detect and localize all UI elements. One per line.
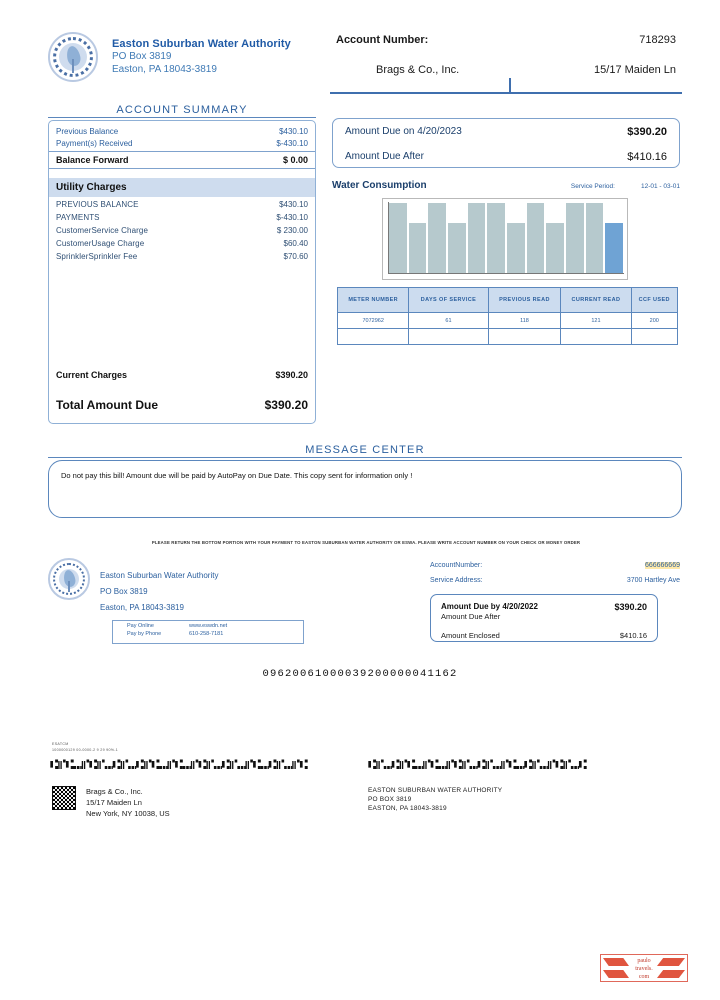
service-period-value: 12-01 - 03-01 — [640, 183, 680, 190]
stub-company-name: Easton Suburban Water Authority — [100, 571, 219, 580]
brand-line3: com — [638, 974, 650, 980]
water-consumption-header — [332, 180, 680, 191]
meter-table-cell — [409, 329, 488, 345]
chart-bar — [605, 223, 623, 273]
stub-seal-icon — [48, 558, 90, 600]
charge-label: SprinklerSprinkler Fee — [56, 252, 138, 261]
bill-header-right — [330, 34, 682, 76]
current-charges-row — [49, 370, 315, 380]
intelligent-mail-barcode-right: ⑆⑈⑉⑆⑈⑆⑉⑈⑆⑉⑈⑆⑈⑉⑆⑈⑉⑈⑆⑉⑆⑈⑉⑈⑆⑈⑉⑆ — [368, 758, 587, 774]
message-center-box — [48, 460, 682, 518]
summary-line-amount: $430.10 — [279, 127, 308, 136]
meter-table-cell: 61 — [409, 313, 488, 329]
pay-phone-label: Pay by Phone — [127, 631, 162, 637]
meter-table-cell — [338, 329, 409, 345]
company-address-line2: Easton, PA 18043-3819 — [112, 64, 217, 75]
pay-online-label: Pay Online — [127, 623, 154, 629]
message-center-title: MESSAGE CENTER — [48, 444, 682, 458]
table-row — [338, 313, 678, 329]
utility-charges-header: Utility Charges — [49, 178, 315, 197]
meter-table-cell: 7072962 — [338, 313, 409, 329]
chart-bar — [468, 203, 486, 273]
sender-address-block — [368, 786, 502, 813]
charge-amount: $70.60 — [283, 252, 308, 261]
sender-name: EASTON SUBURBAN WATER AUTHORITY — [368, 787, 503, 794]
mail-meta-line2: 1000000129 00-0000-2 9 29 90%-1 — [52, 747, 119, 752]
meter-table-cell — [488, 329, 561, 345]
chart-bar — [527, 203, 545, 273]
balance-forward-amount: $ 0.00 — [282, 155, 308, 165]
charge-label: PREVIOUS BALANCE — [56, 200, 139, 209]
balance-forward-label: Balance Forward — [56, 155, 129, 165]
chart-bar — [448, 223, 466, 273]
stub-enclosed-row — [431, 631, 657, 640]
summary-line — [49, 125, 315, 137]
summary-line — [49, 137, 315, 149]
amount-due-after-row — [333, 144, 679, 169]
water-consumption-title: Water Consumption — [332, 180, 427, 191]
charge-label: CustomerService Charge — [56, 226, 149, 235]
current-charges-label: Current Charges — [56, 370, 128, 380]
amount-due-box — [332, 118, 680, 168]
recipient-line1: 15/17 Maiden Ln — [86, 798, 142, 807]
meter-reading-table — [337, 287, 678, 345]
meter-table-header-row — [338, 288, 678, 313]
charge-row — [49, 223, 315, 236]
total-amount-due-row — [49, 398, 315, 412]
stub-company-address — [100, 568, 218, 616]
sender-line1: PO BOX 3819 — [368, 796, 412, 803]
charge-row — [49, 197, 315, 210]
amount-due-on-row — [333, 119, 679, 144]
customer-name: Brags & Co., Inc. — [376, 64, 460, 76]
micr-scanline: 09620061000039200000041162 — [262, 668, 458, 680]
pay-phone-row — [113, 629, 303, 637]
consumption-bar-chart — [382, 198, 628, 280]
charge-amount: $ 230.00 — [276, 226, 308, 235]
charge-amount: $430.10 — [279, 200, 308, 209]
charge-row — [49, 210, 315, 223]
meter-table-cell: 121 — [561, 313, 631, 329]
amount-due-on-label: Amount Due on 4/20/2023 — [345, 126, 462, 137]
meter-table-cell — [561, 329, 631, 345]
remittance-instruction: PLEASE RETURN THE BOTTOM PORTION WITH YOUR PAYMENT TO EASTON SUBURBAN WATER AUTHORITY OR ESWA. PLEASE WRITE ACCOUNT NUMBER ON YOUR CHECK OR MONEY ORDER — [151, 540, 581, 545]
stub-due-amount: $390.20 — [614, 602, 647, 612]
chart-bar — [428, 203, 446, 273]
chart-bar — [507, 223, 525, 273]
stub-service-address-value: 3700 Hartley Ave — [626, 577, 680, 584]
summary-line-label: Payment(s) Received — [56, 139, 133, 148]
service-period-label: Service Period: — [570, 183, 615, 190]
stub-due-after-row — [431, 612, 657, 621]
stub-account-number-row — [430, 562, 680, 569]
chart-x-axis — [388, 273, 624, 274]
stub-account-info — [430, 562, 680, 592]
recipient-name: Brags & Co., Inc. — [86, 787, 143, 796]
charge-label: CustomerUsage Charge — [56, 239, 145, 248]
meter-table-header-cell: METER NUMBER — [338, 288, 409, 313]
charge-row — [49, 249, 315, 262]
header-divider-tick — [509, 78, 511, 94]
recipient-line2: New York, NY 10038, US — [86, 809, 170, 818]
payment-options-box — [112, 620, 304, 644]
stub-account-number-label: AccountNumber: — [430, 562, 483, 569]
stub-address-line2: Easton, PA 18043-3819 — [100, 603, 184, 612]
datamatrix-code-icon — [52, 786, 76, 810]
stub-due-by-row — [431, 602, 657, 612]
water-authority-seal-icon — [48, 32, 98, 82]
sender-line2: EASTON, PA 18043-3819 — [368, 805, 447, 812]
meter-table-header-cell: CCF USED — [631, 288, 677, 313]
total-amount-due-amount: $390.20 — [264, 398, 308, 412]
charge-label: PAYMENTS — [56, 213, 100, 222]
amount-due-after-value: $410.16 — [627, 150, 667, 163]
chart-bars-container — [389, 203, 623, 273]
amount-due-on-value: $390.20 — [627, 125, 667, 138]
stub-enclosed-label: Amount Enclosed — [441, 631, 500, 640]
charge-amount: $60.40 — [283, 239, 308, 248]
stub-due-after-label: Amount Due After — [441, 612, 501, 621]
brand-line1: paulo — [637, 958, 651, 964]
meter-table-header-cell: CURRENT READ — [561, 288, 631, 313]
account-number-label: Account Number: — [336, 34, 429, 46]
account-number-value: 718293 — [639, 34, 676, 46]
stub-enclosed-amount: $410.16 — [619, 631, 647, 640]
chart-bar — [546, 223, 564, 273]
company-name: Easton Suburban Water Authority — [112, 38, 291, 50]
balance-forward-row — [49, 151, 315, 169]
meter-table-cell: 118 — [488, 313, 561, 329]
stub-amount-due-box — [430, 594, 658, 642]
stub-due-by-label: Amount Due by 4/20/2022 — [441, 602, 538, 611]
message-center-text: Do not pay this bill! Amount due will be paid by AutoPay on Due Date. This copy sent for information only ! — [61, 471, 413, 480]
meter-table-header-cell: PREVIOUS READ — [488, 288, 561, 313]
header-divider — [330, 92, 682, 94]
meter-table-cell — [631, 329, 677, 345]
stub-account-number-value: 666666669 — [644, 562, 680, 569]
brand-watermark — [600, 954, 688, 982]
table-row — [338, 329, 678, 345]
charge-amount: $-430.10 — [276, 213, 308, 222]
mail-meta-line1: ESATCM — [52, 742, 69, 746]
pay-online-row — [113, 621, 303, 629]
pay-phone-value: 610-258-7181 — [189, 631, 224, 637]
mail-metadata — [52, 742, 118, 753]
chart-bar — [409, 223, 427, 273]
meter-table-cell: 200 — [631, 313, 677, 329]
brand-line2: travels. — [635, 966, 653, 972]
summary-line-label: Previous Balance — [56, 127, 119, 136]
stub-address-line1: PO Box 3819 — [100, 587, 148, 596]
charge-row — [49, 236, 315, 249]
chart-bar — [487, 203, 505, 273]
stub-service-address-row — [430, 577, 680, 584]
meter-table-body — [338, 313, 678, 345]
recipient-address-block — [86, 786, 170, 819]
amount-due-after-label: Amount Due After — [345, 151, 424, 162]
account-summary-box — [48, 120, 316, 424]
account-summary-title: ACCOUNT SUMMARY — [48, 104, 316, 118]
stub-service-address-label: Service Address: — [430, 577, 483, 584]
customer-address: 15/17 Maiden Ln — [594, 64, 676, 76]
pay-online-value[interactable]: www.eswdn.net — [189, 623, 228, 629]
chart-bar — [566, 203, 584, 273]
intelligent-mail-barcode-left: ⑆⑈⑆⑉⑈⑆⑈⑉⑆⑈⑉⑆⑈⑆⑉⑈⑆⑉⑈⑆⑈⑉⑆⑈⑉⑈⑆⑉⑆⑈⑉⑈⑆ — [50, 758, 308, 774]
summary-line-amount: $-430.10 — [276, 139, 308, 148]
bill-header-left — [48, 32, 291, 82]
total-amount-due-label: Total Amount Due — [56, 398, 158, 412]
company-address-line1: PO Box 3819 — [112, 51, 172, 62]
chart-bar — [586, 203, 604, 273]
meter-table-header-cell: DAYS OF SERVICE — [409, 288, 488, 313]
chart-bar — [389, 203, 407, 273]
current-charges-amount: $390.20 — [275, 370, 308, 380]
